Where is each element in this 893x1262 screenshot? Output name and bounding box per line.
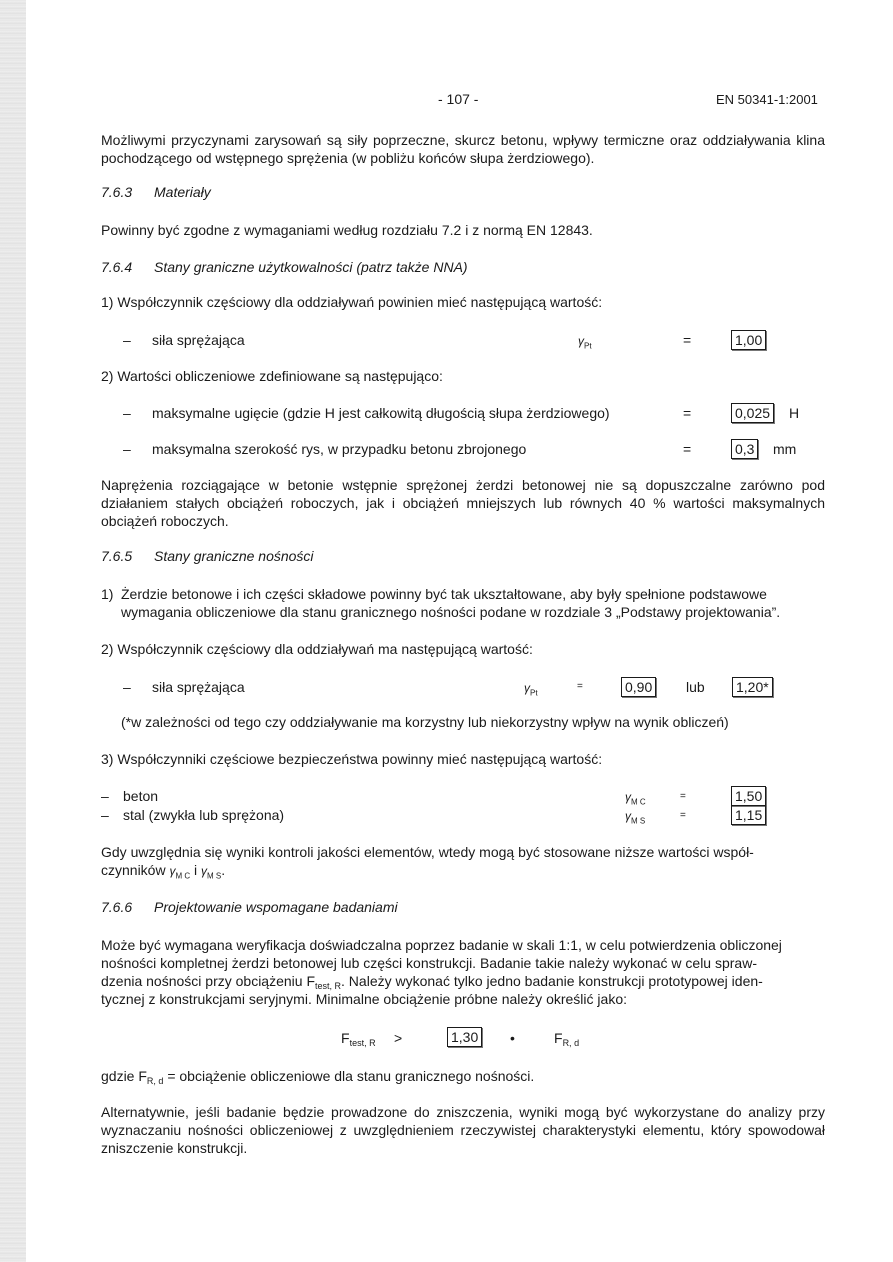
section-763-text: Powinny być zgodne z wymaganiami według rozdziału 7.2 i z normą EN 12843. [101,222,593,238]
section-765-text-line2: czynników $\gamma_{M C}$ i $\gamma_{M S}$. [101,862,226,881]
section-764-text: Naprężenia rozciągające w betonie wstępnie sprężonej żerdzi betonowej nie są dopuszczalne zarówno pod działaniem stałych obciążeń roboczych, jak i obciążeń mniejszych lub równych 40 % wartości maksymalnych obciążeń roboczych. [101,477,825,529]
where-definition: gdzie $F_{R, d}$ = obciążenie obliczeniowe dla stanu granicznego nośności. [101,1068,535,1086]
page-number: - 107 - [438,91,479,107]
section-765-item3: 3) Współczynniki częściowe bezpieczeństwa powinny mieć następującą wartość: [101,751,603,767]
formula-rhs: $F_{R, d}$ [554,1030,580,1048]
unit-mm: mm [773,441,797,457]
section-766-number: 7.6.6 [101,899,133,915]
unit-h: H [789,405,800,421]
section-765-number: 7.6.5 [101,548,133,564]
scan-edge-shading [0,0,26,1262]
dash: – [101,807,109,823]
gamma-mc-symbol: $\gamma_{M C}$ [625,790,646,807]
dash: – [123,679,131,695]
value-box-gamma-pt: 1,00 [731,330,766,350]
value-box-gamma-ms: 1,15 [731,805,766,825]
section-766-text-line1: Może być wymagana weryfikacja doświadczalna poprzez badanie w skali 1:1, w celu potwierdzenia obliczonej [101,937,782,953]
section-765-title: Stany graniczne nośności [154,548,314,564]
gamma-pt-symbol: $\gamma_{Pt}$ [524,681,538,698]
section-765-item1-line1: Żerdzie betonowe i ich części składowe powinny być tak ukształtowane, aby były spełnione podstawowe [121,586,767,602]
max-deflection-label: maksymalne ugięcie (gdzie H jest całkowitą długością słupa żerdziowego) [152,405,610,421]
section-764-number: 7.6.4 [101,259,133,275]
section-764-title: Stany graniczne użytkowalności (patrz także NNA) [154,259,468,275]
equals-sign: = [683,332,692,348]
standard-code: EN 50341-1:2001 [716,92,818,107]
dash: – [123,405,131,421]
section-764-item2: 2) Wartości obliczeniowe zdefiniowane są następująco: [101,368,443,384]
or-word: lub [686,679,705,695]
section-766-title: Projektowanie wspomagane badaniami [154,899,398,915]
multiplication-dot: • [510,1030,515,1046]
value-box-gamma-pt-favourable: 0,90 [621,677,656,697]
concrete-label: beton [123,788,159,804]
section-765-text-line1: Gdy uwzględnia się wyniki kontroli jakości elementów, wtedy mogą być stosowane niższe wartości współ- [101,844,754,860]
equals-sign: = [683,441,692,457]
value-box-crack-width: 0,3 [731,439,758,459]
formula-operator: > [394,1030,403,1046]
dash: – [101,788,109,804]
section-765-item1-number: 1) [101,586,114,602]
dash: – [123,441,131,457]
section-763-number: 7.6.3 [101,184,133,200]
value-box-deflection: 0,025 [731,403,774,423]
equals-sign: = [680,791,686,802]
section-766-text-line3: dzenia nośności przy obciążeniu $F_{test, R}$. Należy wykonać tylko jedno badanie konstrukcji prototypowej iden- [101,973,763,991]
value-box-gamma-mc: 1,50 [731,786,766,806]
equals-sign: = [683,405,692,421]
prestress-label: siła sprężająca [152,332,245,348]
crack-width-label: maksymalna szerokość rys, w przypadku betonu zbrojonego [152,441,527,457]
footnote-note: (*w zależności od tego czy oddziaływanie ma korzystny lub niekorzystny wpływ na wynik obliczeń) [121,714,729,730]
gamma-ms-symbol: $\gamma_{M S}$ [625,809,646,826]
value-box-test-factor: 1,30 [447,1027,482,1047]
section-764-item1: 1) Współczynnik częściowy dla oddziaływań powinien mieć następującą wartość: [101,294,603,310]
alternative-paragraph: Alternatywnie, jeśli badanie będzie prowadzone do zniszczenia, wyniki mogą być wykorzystane do analizy przy wyznaczaniu nośności obliczeniowej z uwzględnieniem rzeczywistej charakterystyki elementu, który spowodował zniszczenie konstrukcji. [101,1104,825,1156]
formula-lhs: $F_{test, R}$ [341,1030,376,1048]
equals-sign: = [577,681,583,692]
equals-sign: = [680,810,686,821]
gamma-pt-symbol: $\gamma_{Pt}$ [578,334,592,351]
value-box-gamma-pt-unfavourable: 1,20* [732,677,773,697]
prestress-label: siła sprężająca [152,679,245,695]
section-765-item2: 2) Współczynnik częściowy dla oddziaływań ma następującą wartość: [101,641,533,657]
section-765-item1-line2: wymagania obliczeniowe dla stanu granicznego nośności podane w rozdziale 3 „Podstawy projektowania”. [121,604,781,620]
section-766-text-line2: nośności kompletnej żerdzi betonowej lub części konstrukcji. Badanie takie należy wykonać w celu spraw- [101,955,757,971]
dash: – [123,332,131,348]
steel-label: stal (zwykła lub sprężona) [123,807,285,823]
intro-paragraph: Możliwymi przyczynami zarysowań są siły poprzeczne, skurcz betonu, wpływy termiczne oraz oddziaływania klina pochodzącego od wstępnego sprężenia (w pobliżu końców słupa żerdziowego). [101,132,825,166]
section-763-title: Materiały [154,184,211,200]
section-766-text-line4: tycznej z konstrukcjami seryjnymi. Minimalne obciążenie próbne należy określić jako: [101,991,627,1007]
